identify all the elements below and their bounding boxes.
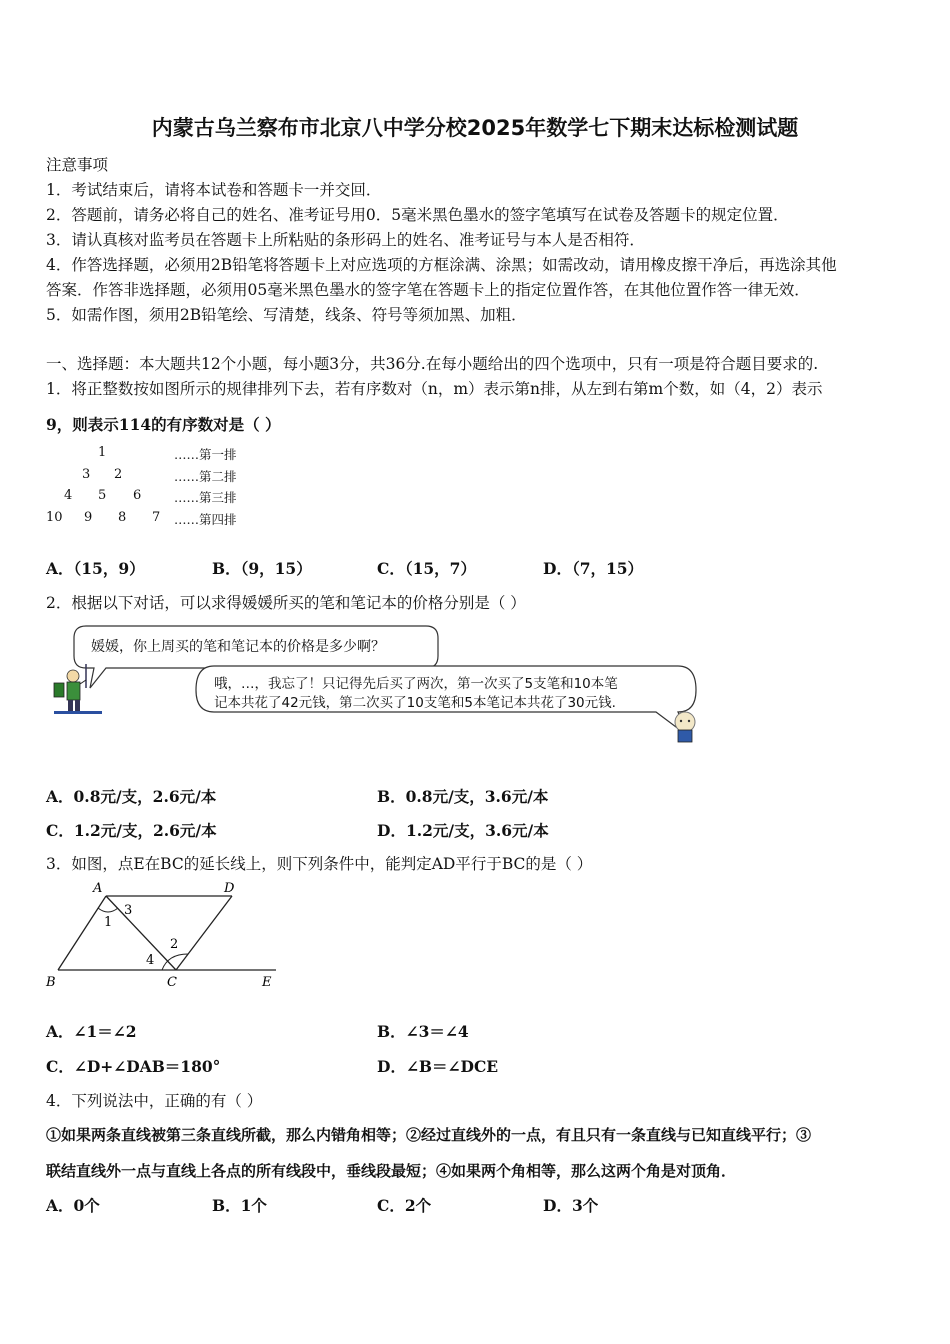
label-b: B (46, 975, 56, 990)
triangle-number: 3 (82, 467, 91, 482)
segment-dc (176, 896, 232, 970)
q2-stem: 2．根据以下对话，可以求得媛媛所买的笔和笔记本的价格分别是（ ） (46, 594, 526, 612)
bubble-2-text-line1: 哦，…，我忘了！只记得先后买了两次，第一次买了5支笔和10本笔 (214, 676, 618, 692)
q1-option-a[interactable]: A．（15，9） (46, 559, 145, 578)
label-c: C (167, 975, 177, 990)
q4-stem: 4．下列说法中，正确的有（ ） (46, 1092, 263, 1110)
notice-item: 答案．作答非选择题，必须用05毫米黑色墨水的签字笔在答题卡上的指定位置作答，在其他位置作答一律无效． (46, 281, 810, 299)
triangle-number: 4 (64, 488, 73, 503)
q3-stem: 3．如图，点E在BC的延长线上，则下列条件中，能判定AD平行于BC的是（ ） (46, 855, 593, 873)
q4-option-d[interactable]: D．3个 (543, 1196, 599, 1215)
q3-option-a[interactable]: A．∠1＝∠2 (46, 1022, 137, 1041)
row-label: ……第一排 (174, 447, 237, 462)
label-a: A (93, 881, 103, 896)
triangle-number: 6 (133, 488, 142, 503)
notice-heading: 注意事项 (46, 156, 109, 174)
triangle-number: 2 (114, 467, 123, 482)
angle-4-label: 4 (146, 953, 155, 968)
q2-option-b[interactable]: B．0.8元/支，3.6元/本 (377, 787, 549, 806)
q4-option-b[interactable]: B．1个 (212, 1196, 267, 1215)
q4-option-c[interactable]: C．2个 (377, 1196, 432, 1215)
label-e: E (262, 975, 272, 990)
q4-option-a[interactable]: A．0个 (46, 1196, 100, 1215)
notice-item: 4．作答选择题，必须用2B铅笔将答题卡上对应选项的方框涂满、涂黑；如需改动，请用橡皮擦干净后，再选涂其他 (46, 256, 837, 274)
row-label: ……第四排 (174, 512, 237, 527)
triangle-number: 9 (84, 510, 93, 525)
q1-stem-line1: 1．将正整数按如图所示的规律排列下去，若有序数对（n，m）表示第n排，从左到右第m个数，如（4，2）表示 (46, 380, 823, 398)
row-label: ……第三排 (174, 490, 237, 505)
q1-option-c[interactable]: C．（15，7） (377, 559, 476, 578)
triangle-number: 5 (98, 488, 107, 503)
q4-statements-line1: ①如果两条直线被第三条直线所截，那么内错角相等；②经过直线外的一点，有且只有一条直线与已知直线平行；③ (46, 1126, 812, 1144)
q2-option-a[interactable]: A．0.8元/支，2.6元/本 (46, 787, 217, 806)
row-label: ……第二排 (174, 469, 237, 484)
q3-option-b[interactable]: B．∠3＝∠4 (377, 1022, 469, 1041)
girl-character-icon (675, 712, 695, 742)
notice-item: 5．如需作图，须用2B铅笔绘、写清楚，线条、符号等须加黑、加粗． (46, 306, 527, 324)
q1-stem-line2: 9，则表示114的有序数对是（ ） (46, 415, 281, 434)
q2-option-c[interactable]: C．1.2元/支，2.6元/本 (46, 821, 217, 840)
q3-option-c[interactable]: C．∠D+∠DAB＝180° (46, 1057, 221, 1076)
parallelogram-figure (40, 876, 290, 996)
triangle-number: 1 (98, 445, 107, 460)
bubble-2-text-line2: 记本共花了42元钱，第二次买了10支笔和5本笔记本共花了30元钱. (214, 695, 616, 711)
triangle-number: 8 (118, 510, 127, 525)
section-heading: 一、选择题：本大题共12个小题，每小题3分，共36分.在每小题给出的四个选项中，只有一项是符合题目要求的. (46, 355, 819, 373)
angle-3-label: 3 (124, 903, 133, 918)
q4-statements-line2: 联结直线外一点与直线上各点的所有线段中，垂线段最短；④如果两个角相等，那么这两个角是对顶角． (46, 1162, 737, 1180)
angle-1-label: 1 (104, 915, 113, 930)
segment-ab (58, 896, 106, 970)
triangle-number: 10 (46, 510, 63, 525)
bubble-1-text: 媛媛，你上周买的笔和笔记本的价格是多少啊？ (91, 639, 385, 655)
label-d: D (224, 881, 235, 896)
q2-option-d[interactable]: D．1.2元/支，3.6元/本 (377, 821, 549, 840)
page-title: 内蒙古乌兰察布市北京八中学分校2025年数学七下期末达标检测试题 (151, 116, 799, 140)
segment-ac (106, 896, 179, 970)
q1-option-d[interactable]: D．（7，15） (543, 559, 644, 578)
q3-option-d[interactable]: D．∠B＝∠DCE (377, 1057, 499, 1076)
notice-item: 3．请认真核对监考员在答题卡上所粘贴的条形码上的姓名、准考证号与本人是否相符． (46, 231, 645, 249)
notice-item: 2．答题前，请务必将自己的姓名、准考证号用0．5毫米黑色墨水的签字笔填写在试卷及答题卡的规定位置． (46, 206, 789, 224)
angle-2-label: 2 (170, 937, 179, 952)
notice-item: 1．考试结束后，请将本试卷和答题卡一并交回． (46, 181, 382, 199)
triangle-number: 7 (152, 510, 161, 525)
q1-option-b[interactable]: B．（9，15） (212, 559, 312, 578)
